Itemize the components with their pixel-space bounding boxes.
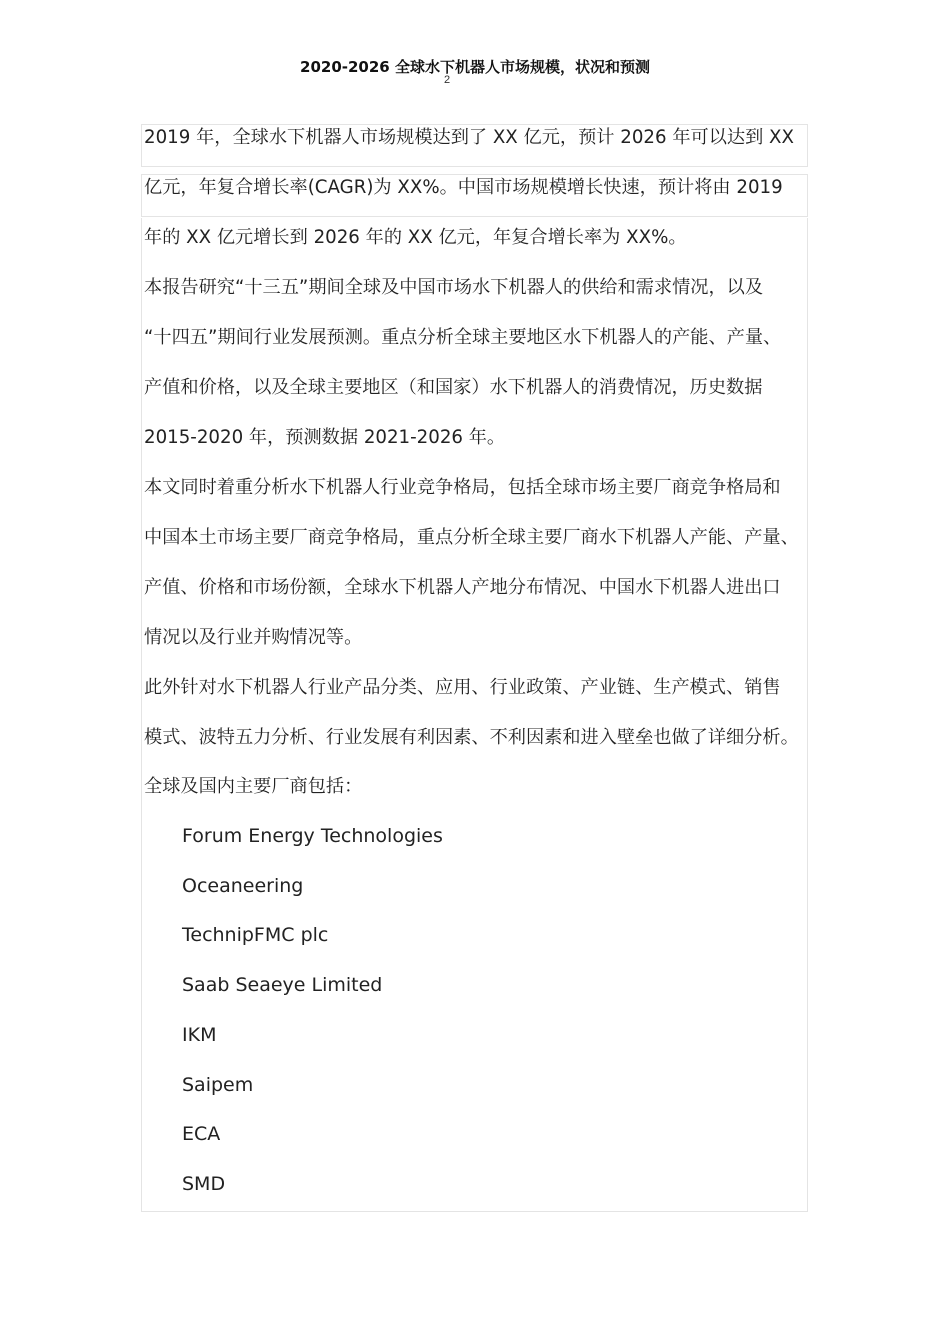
paragraph-line: 产值和价格，以及全球主要地区（和国家）水下机器人的消费情况，历史数据: [144, 377, 763, 398]
vendor-item: ECA: [182, 1123, 221, 1145]
paragraph-line: 2015-2020 年，预测数据 2021-2026 年。: [144, 427, 506, 448]
vendor-item: Oceaneering: [182, 875, 304, 897]
vendor-item: Saab Seaeye Limited: [182, 974, 383, 996]
vendor-item: TechnipFMC plc: [182, 924, 329, 946]
paragraph-line: 本文同时着重分析水下机器人行业竞争格局，包括全球市场主要厂商竞争格局和: [144, 477, 781, 498]
paragraph-line: 模式、波特五力分析、行业发展有利因素、不利因素和进入壁垒也做了详细分析。: [144, 727, 799, 748]
paragraph-line: “十四五”期间行业发展预测。重点分析全球主要地区水下机器人的产能、产量、: [144, 327, 782, 348]
document-title: 2020-2026 全球水下机器人市场规模，状况和预测: [300, 58, 650, 76]
page-number: 2: [443, 74, 451, 86]
vendor-item: Saipem: [182, 1074, 254, 1096]
paragraph-line: 此外针对水下机器人行业产品分类、应用、行业政策、产业链、生产模式、销售: [144, 677, 781, 698]
vendor-list-heading: 全球及国内主要厂商包括：: [144, 776, 363, 797]
paragraph-line: 年的 XX 亿元增长到 2026 年的 XX 亿元，年复合增长率为 XX%。: [144, 227, 687, 248]
paragraph-line: 2019 年，全球水下机器人市场规模达到了 XX 亿元，预计 2026 年可以达到 XX: [144, 127, 794, 148]
paragraph-line: 本报告研究“十三五”期间全球及中国市场水下机器人的供给和需求情况，以及: [144, 277, 764, 298]
vendor-item: SMD: [182, 1173, 226, 1195]
vendor-item: IKM: [182, 1024, 217, 1046]
vendor-item: Forum Energy Technologies: [182, 825, 443, 847]
paragraph-line: 亿元，年复合增长率(CAGR)为 XX%。中国市场规模增长快速，预计将由 2019: [144, 177, 783, 198]
content-frame: [141, 218, 808, 1212]
paragraph-line: 中国本土市场主要厂商竞争格局，重点分析全球主要厂商水下机器人产能、产量、: [144, 527, 799, 548]
paragraph-line: 产值、价格和市场份额，全球水下机器人产地分布情况、中国水下机器人进出口: [144, 577, 781, 598]
paragraph-line: 情况以及行业并购情况等。: [144, 627, 363, 648]
